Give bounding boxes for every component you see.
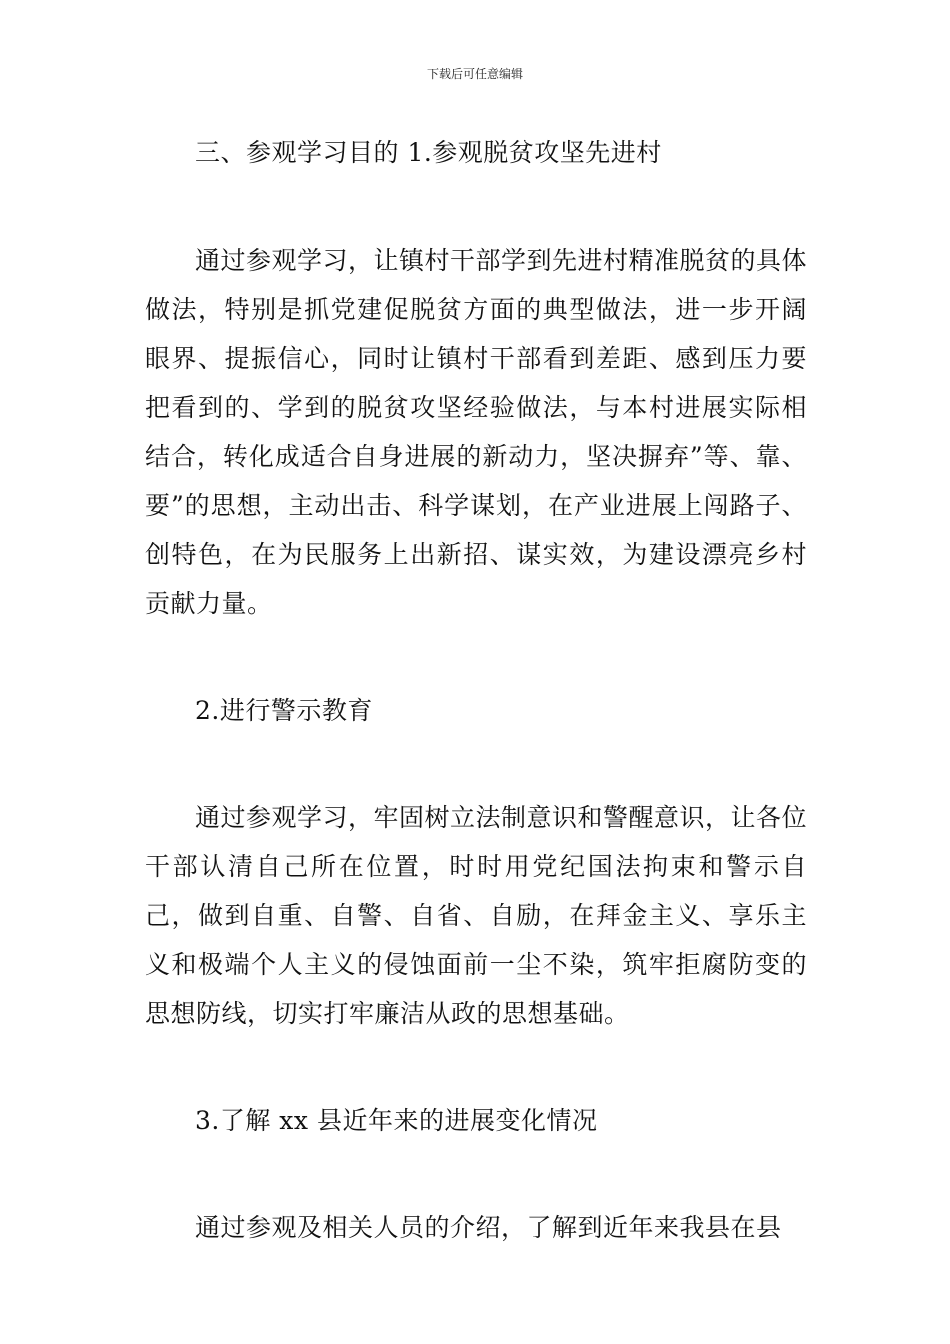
document-body xyxy=(145,128,807,1252)
paragraph-3: 通过参观及相关人员的介绍，了解到近年来我县在县 xyxy=(195,1213,782,1242)
spacer xyxy=(145,628,807,686)
spacer xyxy=(145,735,807,793)
paragraph-1: 通过参观学习，让镇村干部学到先进村精准脱贫的具体做法，特别是抓党建促脱贫方面的典型做法，进一步开阔眼界、提振信心，同时让镇村干部看到差距、感到压力要把看到的、学到的脱贫攻坚经验做法，与本村进展实际相结合，转化成适合自身进展的新动力，坚决摒弃”等、靠、要”的思想，主动出击、科学谋划，在产业进展上闯路子、创特色，在为民服务上出新招、谋实效，为建设漂亮乡村贡献力量。 xyxy=(145,246,808,618)
spacer xyxy=(145,1145,807,1203)
section-heading: 三、参观学习目的 1.参观脱贫攻坚先进村 xyxy=(195,138,662,167)
spacer xyxy=(145,1038,807,1096)
spacer xyxy=(145,177,807,236)
header-note: 下载后可任意编辑 xyxy=(426,67,523,81)
heading-3: 3.了解 xx 县近年来的进展变化情况 xyxy=(195,1106,598,1135)
heading-2: 2.进行警示教育 xyxy=(195,696,373,725)
paragraph-2: 通过参观学习，牢固树立法制意识和警醒意识，让各位干部认清自己所在位置，时时用党纪国法拘束和警示自己，做到自重、自警、自省、自励，在拜金主义、享乐主义和极端个人主义的侵蚀面前一尘不染，筑牢拒腐防变的思想防线，切实打牢廉洁从政的思想基础。 xyxy=(145,803,808,1028)
